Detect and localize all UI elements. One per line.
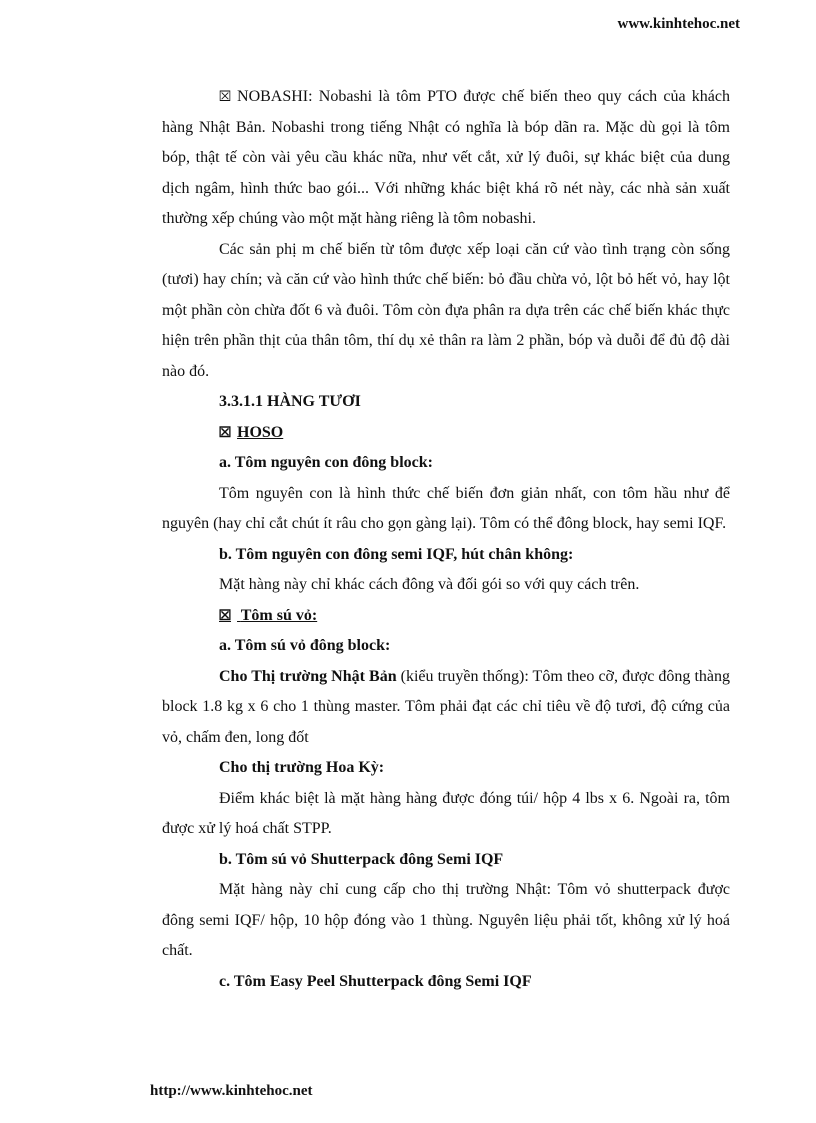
products-paragraph: Các sản phị m chế biến từ tôm được xếp loại căn cứ vào tình trạng còn sống (tươi) hay chín; và căn cứ vào hình thức chế biến: bỏ đầu chừa vỏ, lột bỏ hết vỏ, hay lột một phần còn chừa đốt 6 và đuôi. Tôm còn đựa phân ra dựa trên các chế biến khác thực hiện trên phần thịt của thân tôm, thí dụ xẻ thân ra làm 2 phần, bóp và duỗi để đủ độ dài nào đó. <box>162 240 730 380</box>
su-a-japan-label: Cho Thị trường Nhật Bản <box>219 667 397 685</box>
su-a-us-text: Điểm khác biệt là mặt hàng hàng được đóng túi/ hộp 4 lbs x 6. Ngoài ra, tôm được xử lý hoá chất STPP. <box>162 789 730 837</box>
su-heading <box>219 601 730 632</box>
nobashi-paragraph <box>162 82 730 235</box>
hoso-a-text: Tôm nguyên con là hình thức chế biến đơn giản nhất, con tôm hầu như để nguyên (hay chỉ cắt chút ít râu cho gọn gàng lại). Tôm có thể đông block, hay semi IQF. <box>162 484 730 532</box>
su-heading-label: Tôm sú vỏ: <box>240 606 318 624</box>
footer-url[interactable]: http://www.kinhtehoc.net <box>150 1083 313 1099</box>
nobashi-text: NOBASHI: Nobashi là tôm PTO được chế biến theo quy cách của khách hàng Nhật Bản. Nobashi trong tiếng Nhật có nghĩa là bóp dãn ra. Mặc dù gọi là tôm bóp, thật tế còn vài yêu cầu khác nữa, như vết cắt, xử lý đuôi, sự khác biệt của dung dịch ngâm, hình thức bao gói... Với những khác biệt khá rõ nét này, các nhà sản xuất thường xếp chúng vào một mặt hàng riêng là tôm nobashi. <box>162 88 730 227</box>
su-a-title: a. Tôm sú vỏ đông block: <box>219 637 391 654</box>
section-heading: 3.3.1.1 HÀNG TƯƠI <box>219 393 361 410</box>
hoso-heading-label: HOSO <box>237 423 284 441</box>
su-heading-underlined <box>219 607 317 624</box>
hoso-b-title: b. Tôm nguyên con đông semi IQF, hút chân không: <box>219 545 574 563</box>
su-a-us-label: Cho thị trường Hoa Kỳ: <box>219 759 385 776</box>
su-c-title: c. Tôm Easy Peel Shutterpack đông Semi IQF <box>219 972 532 990</box>
arrow-bullet-icon: ⮽ <box>219 89 232 105</box>
document-body <box>162 82 730 997</box>
su-a-japan-paragraph <box>162 662 730 754</box>
su-b-text: Mặt hàng này chỉ cung cấp cho thị trường Nhật: Tôm vỏ shutterpack được đông semi IQF/ hộp, 10 hộp đóng vào 1 thùng. Nguyên liệu phải tốt, không xử lý hoá chất. <box>162 881 730 959</box>
su-b-title: b. Tôm sú vỏ Shutterpack đông Semi IQF <box>219 850 504 868</box>
hoso-b-text: Mặt hàng này chỉ khác cách đông và đối gói so với quy cách trên. <box>219 576 640 593</box>
hoso-heading <box>219 418 730 449</box>
arrow-bullet-icon: ⮽ <box>219 424 232 441</box>
header-url[interactable]: www.kinhtehoc.net <box>617 16 740 32</box>
hoso-a-title: a. Tôm nguyên con đông block: <box>219 454 433 471</box>
arrow-bullet-icon: ⮽ <box>219 607 232 624</box>
su-a-japan-text: (kiểu truyền thống): Tôm theo cỡ, được đông thàng block 1.8 kg x 6 cho 1 thùng master. Tôm phải đạt các chỉ tiêu về độ tươi, độ cứng của vỏ, chấm đen, long đốt <box>162 667 730 746</box>
